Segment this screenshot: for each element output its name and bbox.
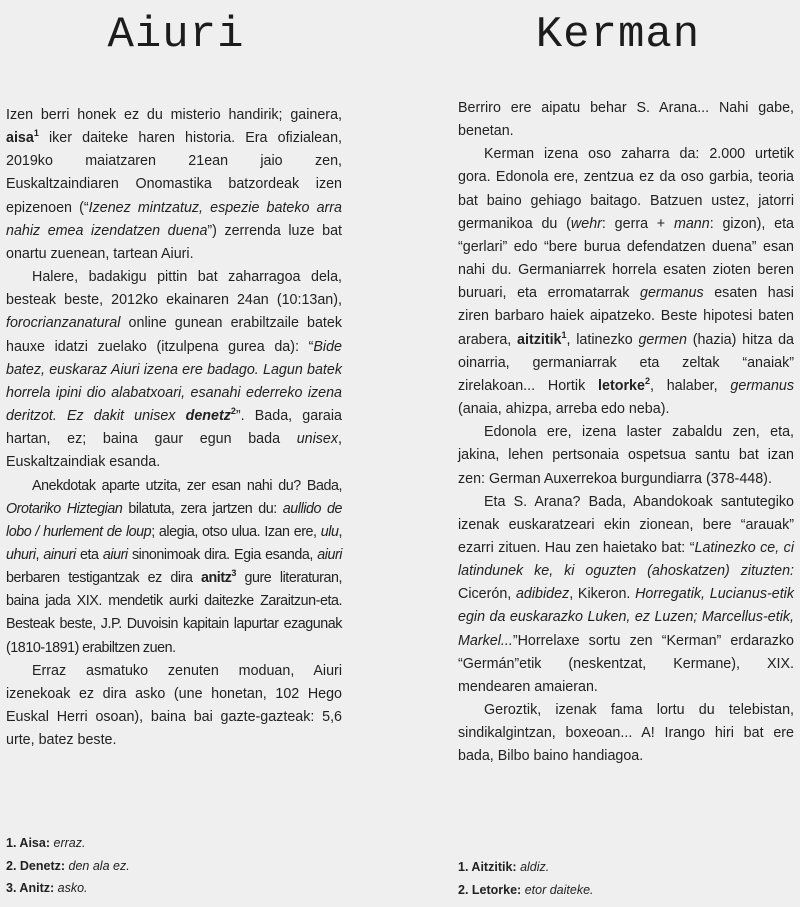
text-run: (hazia) hitza da oinarria, germaniarrak eta zeltak “anaiak” zirelakoan... Hortik bbox=[458, 331, 795, 394]
paragraph bbox=[458, 699, 794, 768]
text-run: Erraz asmatuko zenuten moduan, Aiuri izenekoak ez dira asko (une honetan, 102 Hego Euskal Herri osoan), baina bai gazte-gazteak: 5,6 urte, batez beste. bbox=[6, 662, 342, 749]
text-run: bilatuta, zera jartzen du: bbox=[122, 500, 283, 517]
emphasis-run: letorke bbox=[598, 377, 645, 394]
footnote-ref: 2 bbox=[230, 406, 236, 417]
emphasis-run: aullido de lobo / hurlement de loup bbox=[6, 500, 342, 540]
footnote-ref: 1 bbox=[561, 329, 567, 340]
footnote-text: den ala ez. bbox=[68, 858, 130, 873]
text-run: : gizon), eta “gerlari” edo “bere burua defendatzen duena” esan nahi du. Germaniarrek horrela esaten zioten beren buruari, eta erromatarrak bbox=[458, 215, 795, 302]
emphasis-run: germen bbox=[638, 331, 687, 348]
text-run: ”Horrelaxe sortu zen “Kerman” erdarazko “Germán”etik (neskentzat, Kermane), XIX. mendearen amaieran. bbox=[458, 632, 794, 695]
footnote bbox=[6, 832, 130, 855]
text-run: gure literaturan, baina jada XIX. mendetik aurki daitezke Zaraitzun-eta. Besteak beste, J.P. Duvoisin kapitain lapurtar ezagunak (1810-1891) erabiltzen zuen. bbox=[6, 570, 342, 656]
paragraph bbox=[458, 491, 794, 699]
text-run: Izen berri honek ez du misterio handirik; gainera, bbox=[6, 107, 342, 123]
footnote-label: 1. Aisa: bbox=[6, 836, 51, 850]
paragraph bbox=[6, 104, 342, 266]
footnote-text: aldiz. bbox=[520, 860, 550, 874]
footnote-label: 1. Aitzitik: bbox=[458, 860, 517, 874]
emphasis-run: germanus bbox=[640, 285, 704, 302]
paragraph bbox=[6, 475, 342, 660]
footnote-ref: 2 bbox=[644, 376, 650, 387]
text-run: Edonola ere, izena laster zabaldu zen, eta, jakina, lehen pertsonaia ospetsua santu bat izan zen: German Auxerrekoa burgundiarra (378-448). bbox=[458, 424, 794, 487]
emphasis-run: aisa bbox=[6, 130, 34, 147]
paragraph bbox=[6, 266, 342, 474]
text-run: , latinezko bbox=[566, 331, 639, 348]
text-run: , Kikeron. bbox=[569, 586, 636, 603]
text-run: , bbox=[35, 546, 44, 563]
text-run: Cicerón, bbox=[458, 586, 516, 603]
footnote-text: asko. bbox=[57, 881, 88, 895]
emphasis-run: Bide batez, euskaraz Aiuri izena ere badago. Lagun batek horrela ipini dio alabatxoari, esanahi ederreko izena deritzot. Ez dakit unisex bbox=[6, 338, 342, 425]
text-run: iker daiteke haren historia. Era ofizialean, 2019ko maiatzaren 21ean jaio zen, Euskaltzaindiaren Onomastika batzordeak izen epizenoen (“ bbox=[6, 130, 342, 216]
footnote-label: 2. Denetz: bbox=[6, 858, 66, 873]
text-run: Halere, badakigu pittin bat zaharragoa dela, besteak beste, 2012ko ekainaren 24an (10:13an), bbox=[6, 269, 342, 309]
text-run: Kerman izena oso zaharra da: 2.000 urtetik gora. Edonola ere, zentzua ez da oso garbia, teoria bat baino gehiago baitago. Batzuen ustez, jatorri germanikoa du ( bbox=[458, 146, 794, 232]
footnote-label: 3. Anitz: bbox=[6, 881, 55, 895]
text-run: ”. Bada, garaia hartan, ez; baina gaur egun bada bbox=[6, 408, 342, 448]
title-kerman: Kerman bbox=[535, 10, 701, 60]
text-run: sinonimoak dira. Egia esanda, bbox=[127, 546, 318, 563]
emphasis-run: Horregatik, Lucianus-etik egin da euskarazko Luken, ez Luzen; Marcellus-etik, Markel... bbox=[458, 586, 794, 649]
text-run: , Euskaltzaindiak esanda. bbox=[6, 431, 342, 471]
footnote bbox=[458, 879, 594, 902]
emphasis-run: Latinezko ce, ci latindunek ke, ki oguzten (ahoskatzen) zituzten: bbox=[458, 539, 794, 580]
emphasis-run: uhuri bbox=[6, 546, 36, 563]
text-run: berbaren testigantzak ez dira bbox=[6, 570, 202, 587]
text-run: : gerra + bbox=[601, 215, 674, 232]
paragraph bbox=[6, 660, 342, 753]
emphasis-run: ulu bbox=[320, 523, 339, 540]
text-run: esaten hasi ziren barbaro haiek aipatzeko. Beste hipotesi baten arabera, bbox=[458, 285, 794, 348]
emphasis-run: adibidez bbox=[515, 586, 570, 603]
paragraph bbox=[458, 143, 794, 421]
text-run: , bbox=[338, 523, 342, 540]
emphasis-run: denetz bbox=[185, 408, 231, 425]
emphasis-run: aitzitik bbox=[517, 331, 562, 348]
text-run: Geroztik, izenak fama lortu du telebistan, sindikalgintzan, boxeoan... A! Irango hiri bat ere bada, Bilbo baino handiagoa. bbox=[458, 702, 794, 765]
footnote-ref: 1 bbox=[33, 128, 39, 139]
text-run: ; alegia, otso ulua. Izan ere, bbox=[151, 523, 321, 540]
paragraph bbox=[458, 97, 794, 143]
emphasis-run: germanus bbox=[730, 377, 794, 394]
emphasis-run: ainuri bbox=[43, 546, 76, 563]
footnote-text: etor daiteke. bbox=[524, 882, 594, 897]
text-run: (anaia, ahizpa, arreba edo neba). bbox=[458, 401, 670, 418]
emphasis-run: mann bbox=[673, 215, 710, 232]
emphasis-run: wehr bbox=[570, 215, 602, 232]
article-body-aiuri bbox=[6, 104, 342, 752]
paragraph bbox=[458, 421, 794, 490]
emphasis-run: aiuri bbox=[317, 546, 342, 563]
text-run: eta bbox=[75, 546, 103, 563]
footnote bbox=[6, 855, 130, 878]
footnote bbox=[6, 877, 130, 900]
emphasis-run: Izenez mintzatuz, espezie bateko arra nahiz emea izendatzen duena bbox=[6, 199, 342, 239]
footnote-text: erraz. bbox=[53, 836, 86, 850]
emphasis-run: forocrianzanatural bbox=[6, 315, 121, 332]
emphasis-run: anitz bbox=[201, 570, 232, 587]
left-column bbox=[6, 0, 342, 895]
right-column bbox=[458, 0, 795, 897]
title-aiuri: Aiuri bbox=[107, 10, 245, 60]
text-run: Berriro ere aipatu behar S. Arana... Nahi gabe, benetan. bbox=[458, 100, 794, 140]
text-run: , halaber, bbox=[649, 377, 731, 394]
emphasis-run: aiuri bbox=[102, 546, 128, 563]
footnote bbox=[458, 856, 594, 879]
footnote-label: 2. Letorke: bbox=[458, 882, 522, 897]
text-run: ”) zerrenda luze bat onartu zuenean, tartean Aiuri. bbox=[6, 222, 342, 262]
text-run: Eta S. Arana? Bada, Abandokoak santutegiko izenak euskaratzeari ekin zionean, bere “arauak” ezarri zituen. Hau zen haietako bat: “ bbox=[458, 493, 794, 556]
emphasis-run: unisex bbox=[296, 431, 339, 448]
text-run: online gunean erabiltzaile batek hauxe idatzi zuelako (itzulpena gurea da): “ bbox=[6, 315, 342, 355]
emphasis-run: Orotariko Hiztegian bbox=[6, 500, 123, 517]
article-body-kerman bbox=[458, 97, 794, 769]
footnotes-kerman bbox=[458, 856, 594, 901]
text-run: Anekdotak aparte utzita, zer esan nahi du? Bada, bbox=[32, 477, 342, 494]
footnotes-aiuri bbox=[6, 832, 130, 900]
footnote-ref: 3 bbox=[231, 568, 236, 579]
